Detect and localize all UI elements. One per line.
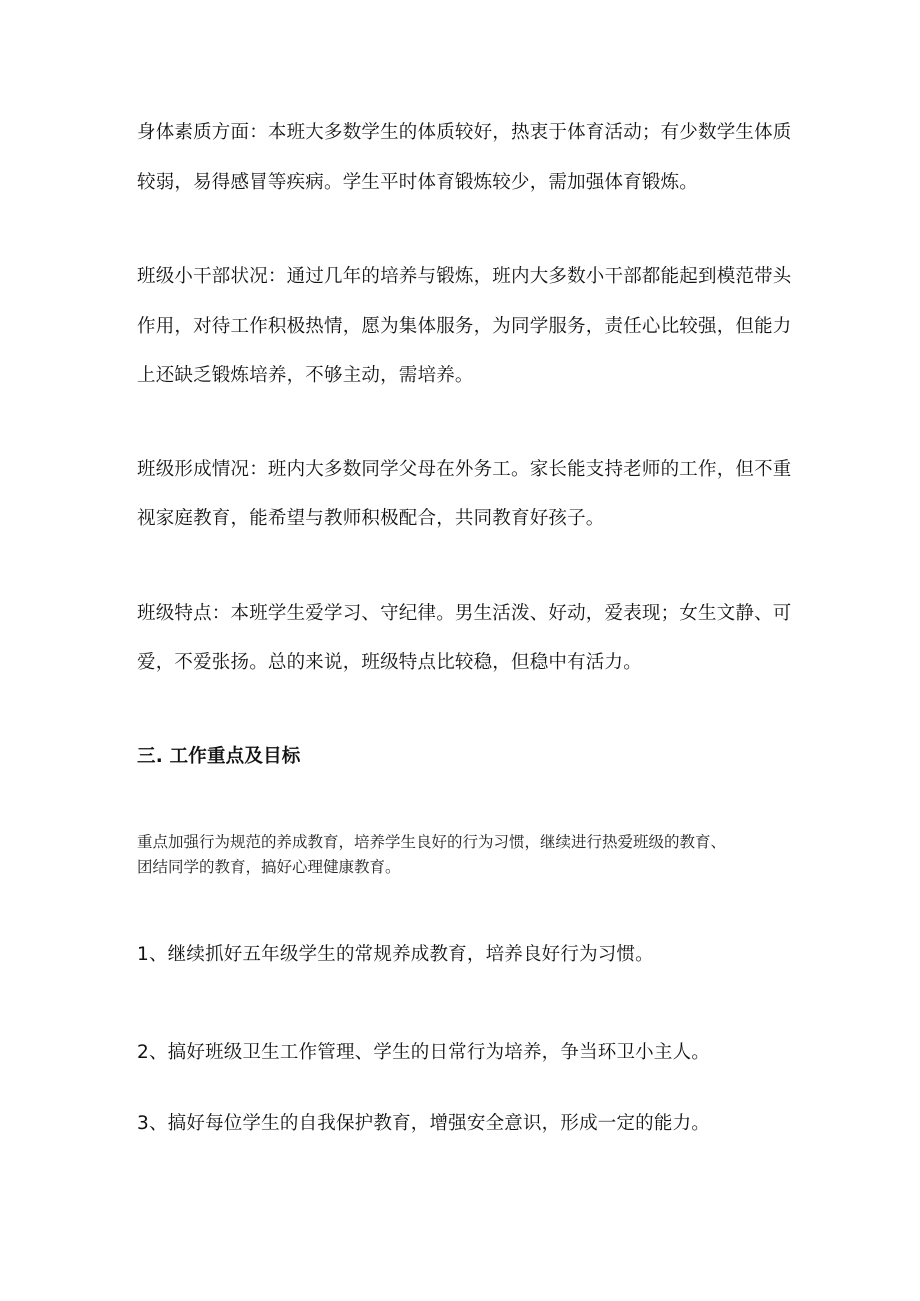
- paragraph-features-line-1: 班级特点：本班学生爱学习、守纪律。男生活泼、好动，爱表现；女生文静、可: [137, 603, 792, 624]
- paragraph-formation-line-2: 视家庭教育，能希望与教师积极配合，共同教育好孩子。: [137, 508, 605, 529]
- paragraph-physical-line-1: 身体素质方面：本班大多数学生的体质较好，热衷于体育活动；有少数学生体质: [137, 122, 792, 143]
- goal-item-3: 3、搞好每位学生的自我保护教育，增强安全意识，形成一定的能力。: [137, 1113, 710, 1134]
- paragraph-features-line-2: 爱，不爱张扬。总的来说，班级特点比较稳，但稳中有活力。: [137, 652, 642, 673]
- goal-item-2: 2、搞好班级卫生工作管理、学生的日常行为培养，争当环卫小主人。: [137, 1042, 710, 1063]
- focus-paragraph-line-1: 重点加强行为规范的养成教育，培养学生良好的行为习惯，继续进行热爱班级的教育、: [137, 833, 727, 851]
- goal-item-1: 1、继续抓好五年级学生的常规养成教育，培养良好行为习惯。: [137, 944, 654, 965]
- paragraph-physical-line-2: 较弱，易得感冒等疾病。学生平时体育锻炼较少，需加强体育锻炼。: [137, 172, 699, 193]
- focus-paragraph-line-2: 团结同学的教育，搞好心理健康教育。: [137, 858, 401, 876]
- section-heading: 三. 工作重点及目标: [137, 746, 301, 767]
- paragraph-formation-line-1: 班级形成情况：班内大多数同学父母在外务工。家长能支持老师的工作，但不重: [137, 459, 792, 480]
- paragraph-cadres-line-2: 作用，对待工作积极热情，愿为集体服务，为同学服务，责任心比较强，但能力: [137, 316, 792, 337]
- paragraph-cadres-line-3: 上还缺乏锻炼培养，不够主动，需培养。: [137, 365, 474, 386]
- paragraph-cadres-line-1: 班级小干部状况：通过几年的培养与锻炼，班内大多数小干部都能起到模范带头: [137, 266, 792, 287]
